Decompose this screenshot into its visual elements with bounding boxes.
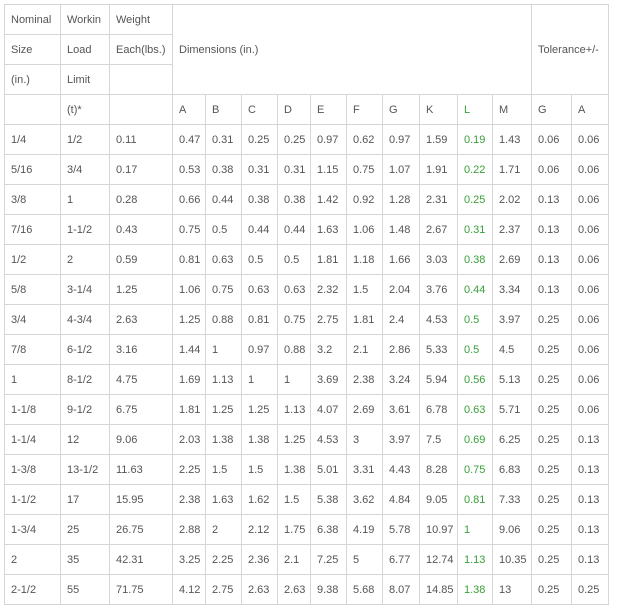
dim-e-cell: 7.25 xyxy=(311,545,347,575)
dim-col-k: K xyxy=(420,95,458,125)
shackle-spec-table xyxy=(4,4,609,605)
dim-g-cell: 4.84 xyxy=(383,485,420,515)
working-load-cell: 3/4 xyxy=(61,155,110,185)
dim-l-cell: 1.38 xyxy=(458,575,493,605)
dim-a-cell: 1.25 xyxy=(173,305,206,335)
working-load-cell: 1/2 xyxy=(61,125,110,155)
header-nominal: Nominal xyxy=(5,5,61,35)
header-cell xyxy=(5,95,61,125)
dim-a-cell: 2.25 xyxy=(173,455,206,485)
tol-g-cell: 0.25 xyxy=(532,485,572,515)
dim-k-cell: 6.78 xyxy=(420,395,458,425)
dim-col-c: C xyxy=(242,95,278,125)
dim-k-cell: 5.94 xyxy=(420,365,458,395)
dim-a-cell: 0.53 xyxy=(173,155,206,185)
weight-cell: 0.28 xyxy=(110,185,173,215)
dim-d-cell: 0.75 xyxy=(278,305,311,335)
dim-c-cell: 0.5 xyxy=(242,245,278,275)
dim-b-cell: 2.25 xyxy=(206,545,242,575)
dim-e-cell: 4.53 xyxy=(311,425,347,455)
header-nominal: Size xyxy=(5,35,61,65)
dim-k-cell: 1.59 xyxy=(420,125,458,155)
dim-a-cell: 0.75 xyxy=(173,215,206,245)
dim-l-cell: 0.44 xyxy=(458,275,493,305)
tol-g-cell: 0.13 xyxy=(532,275,572,305)
working-load-cell: 25 xyxy=(61,515,110,545)
header-row xyxy=(5,5,609,35)
dim-e-cell: 2.75 xyxy=(311,305,347,335)
dim-l-cell: 0.38 xyxy=(458,245,493,275)
dim-a-cell: 4.12 xyxy=(173,575,206,605)
dim-l-cell: 0.25 xyxy=(458,185,493,215)
dim-d-cell: 1.38 xyxy=(278,455,311,485)
weight-cell: 42.31 xyxy=(110,545,173,575)
dim-m-cell: 5.13 xyxy=(493,365,532,395)
table-row xyxy=(5,515,609,545)
nominal-size-cell: 1-3/4 xyxy=(5,515,61,545)
dim-m-cell: 3.34 xyxy=(493,275,532,305)
dim-c-cell: 2.12 xyxy=(242,515,278,545)
dim-e-cell: 3.2 xyxy=(311,335,347,365)
dim-g-cell: 3.24 xyxy=(383,365,420,395)
dim-c-cell: 0.38 xyxy=(242,185,278,215)
dim-a-cell: 0.47 xyxy=(173,125,206,155)
nominal-size-cell: 1 xyxy=(5,365,61,395)
table-row xyxy=(5,395,609,425)
dim-d-cell: 1.75 xyxy=(278,515,311,545)
tol-a-cell: 0.06 xyxy=(572,215,609,245)
dim-g-cell: 3.61 xyxy=(383,395,420,425)
tol-a-cell: 0.13 xyxy=(572,425,609,455)
weight-cell: 0.11 xyxy=(110,125,173,155)
dim-g-cell: 1.48 xyxy=(383,215,420,245)
dim-f-cell: 5 xyxy=(347,545,383,575)
dim-l-cell: 0.69 xyxy=(458,425,493,455)
weight-cell: 15.95 xyxy=(110,485,173,515)
weight-cell: 71.75 xyxy=(110,575,173,605)
dim-g-cell: 2.86 xyxy=(383,335,420,365)
dim-m-cell: 13 xyxy=(493,575,532,605)
tol-a-cell: 0.13 xyxy=(572,545,609,575)
table-row xyxy=(5,185,609,215)
nominal-size-cell: 7/8 xyxy=(5,335,61,365)
dim-k-cell: 2.31 xyxy=(420,185,458,215)
dim-f-cell: 0.75 xyxy=(347,155,383,185)
dim-m-cell: 2.02 xyxy=(493,185,532,215)
dim-col-a: A xyxy=(173,95,206,125)
dim-k-cell: 2.67 xyxy=(420,215,458,245)
dim-d-cell: 1.13 xyxy=(278,395,311,425)
working-load-cell: 13-1/2 xyxy=(61,455,110,485)
working-load-cell: 8-1/2 xyxy=(61,365,110,395)
dim-c-cell: 0.31 xyxy=(242,155,278,185)
dim-a-cell: 2.88 xyxy=(173,515,206,545)
tol-a-cell: 0.13 xyxy=(572,455,609,485)
dim-d-cell: 2.63 xyxy=(278,575,311,605)
weight-cell: 26.75 xyxy=(110,515,173,545)
dim-d-cell: 0.5 xyxy=(278,245,311,275)
dim-col-f: F xyxy=(347,95,383,125)
dim-c-cell: 2.63 xyxy=(242,575,278,605)
dim-a-cell: 2.38 xyxy=(173,485,206,515)
table-row xyxy=(5,245,609,275)
dim-m-cell: 6.83 xyxy=(493,455,532,485)
dim-b-cell: 0.75 xyxy=(206,275,242,305)
dim-m-cell: 1.71 xyxy=(493,155,532,185)
tol-a-cell: 0.06 xyxy=(572,125,609,155)
dim-k-cell: 1.91 xyxy=(420,155,458,185)
dim-k-cell: 12.74 xyxy=(420,545,458,575)
dim-k-cell: 5.33 xyxy=(420,335,458,365)
nominal-size-cell: 5/8 xyxy=(5,275,61,305)
working-load-cell: 4-3/4 xyxy=(61,305,110,335)
table-row xyxy=(5,275,609,305)
dim-b-cell: 0.88 xyxy=(206,305,242,335)
dim-f-cell: 3 xyxy=(347,425,383,455)
tol-col-a: A xyxy=(572,95,609,125)
dim-k-cell: 4.53 xyxy=(420,305,458,335)
dim-m-cell: 10.35 xyxy=(493,545,532,575)
nominal-size-cell: 5/16 xyxy=(5,155,61,185)
dim-g-cell: 1.66 xyxy=(383,245,420,275)
nominal-size-cell: 2 xyxy=(5,545,61,575)
dim-l-cell: 0.5 xyxy=(458,305,493,335)
dim-a-cell: 1.44 xyxy=(173,335,206,365)
table-row xyxy=(5,485,609,515)
dim-col-d: D xyxy=(278,95,311,125)
dim-l-cell: 0.81 xyxy=(458,485,493,515)
dim-g-cell: 0.97 xyxy=(383,125,420,155)
dim-d-cell: 0.38 xyxy=(278,185,311,215)
dim-d-cell: 0.44 xyxy=(278,215,311,245)
dim-m-cell: 5.71 xyxy=(493,395,532,425)
tol-a-cell: 0.06 xyxy=(572,245,609,275)
weight-cell: 2.63 xyxy=(110,305,173,335)
header-nominal: (in.) xyxy=(5,65,61,95)
working-load-cell: 2 xyxy=(61,245,110,275)
dim-l-cell: 0.22 xyxy=(458,155,493,185)
nominal-size-cell: 1/4 xyxy=(5,125,61,155)
header-working: Workin xyxy=(61,5,110,35)
tol-g-cell: 0.25 xyxy=(532,455,572,485)
dim-f-cell: 4.19 xyxy=(347,515,383,545)
dim-a-cell: 1.81 xyxy=(173,395,206,425)
dim-g-cell: 1.07 xyxy=(383,155,420,185)
dim-g-cell: 1.28 xyxy=(383,185,420,215)
tol-a-cell: 0.13 xyxy=(572,515,609,545)
table-row xyxy=(5,365,609,395)
header-tolerance: Tolerance+/- xyxy=(532,5,609,95)
tol-g-cell: 0.13 xyxy=(532,245,572,275)
dim-c-cell: 1.25 xyxy=(242,395,278,425)
tol-g-cell: 0.25 xyxy=(532,365,572,395)
dim-k-cell: 9.05 xyxy=(420,485,458,515)
dim-f-cell: 0.62 xyxy=(347,125,383,155)
dim-c-cell: 1.38 xyxy=(242,425,278,455)
nominal-size-cell: 3/8 xyxy=(5,185,61,215)
working-load-cell: 1 xyxy=(61,185,110,215)
table-row xyxy=(5,425,609,455)
dim-e-cell: 6.38 xyxy=(311,515,347,545)
dim-d-cell: 0.25 xyxy=(278,125,311,155)
dim-f-cell: 2.69 xyxy=(347,395,383,425)
dim-f-cell: 1.81 xyxy=(347,305,383,335)
dim-m-cell: 4.5 xyxy=(493,335,532,365)
dim-g-cell: 5.78 xyxy=(383,515,420,545)
dim-e-cell: 1.15 xyxy=(311,155,347,185)
header-weight xyxy=(110,65,173,95)
dim-l-cell: 0.5 xyxy=(458,335,493,365)
working-load-cell: 17 xyxy=(61,485,110,515)
dim-d-cell: 1.5 xyxy=(278,485,311,515)
header-working: Limit xyxy=(61,65,110,95)
table-row xyxy=(5,575,609,605)
dim-col-g: G xyxy=(383,95,420,125)
working-load-cell: 35 xyxy=(61,545,110,575)
tol-g-cell: 0.25 xyxy=(532,335,572,365)
dim-m-cell: 2.37 xyxy=(493,215,532,245)
dim-e-cell: 1.42 xyxy=(311,185,347,215)
dim-k-cell: 10.97 xyxy=(420,515,458,545)
dim-a-cell: 1.06 xyxy=(173,275,206,305)
tol-g-cell: 0.13 xyxy=(532,185,572,215)
dim-m-cell: 1.43 xyxy=(493,125,532,155)
dim-m-cell: 3.97 xyxy=(493,305,532,335)
dim-l-cell: 0.63 xyxy=(458,395,493,425)
tol-g-cell: 0.25 xyxy=(532,395,572,425)
weight-cell: 1.25 xyxy=(110,275,173,305)
dim-d-cell: 1 xyxy=(278,365,311,395)
tol-a-cell: 0.06 xyxy=(572,185,609,215)
dim-b-cell: 0.63 xyxy=(206,245,242,275)
dim-c-cell: 0.44 xyxy=(242,215,278,245)
weight-cell: 6.75 xyxy=(110,395,173,425)
dim-b-cell: 0.44 xyxy=(206,185,242,215)
dim-e-cell: 3.69 xyxy=(311,365,347,395)
column-letter-row xyxy=(5,95,609,125)
weight-cell: 3.16 xyxy=(110,335,173,365)
data-rows xyxy=(5,125,609,605)
nominal-size-cell: 2-1/2 xyxy=(5,575,61,605)
weight-cell: 0.17 xyxy=(110,155,173,185)
dim-g-cell: 8.07 xyxy=(383,575,420,605)
dim-c-cell: 1.62 xyxy=(242,485,278,515)
dim-b-cell: 1 xyxy=(206,335,242,365)
dim-b-cell: 0.31 xyxy=(206,125,242,155)
dim-a-cell: 0.66 xyxy=(173,185,206,215)
tol-g-cell: 0.06 xyxy=(532,125,572,155)
working-load-cell: 3-1/4 xyxy=(61,275,110,305)
dim-a-cell: 2.03 xyxy=(173,425,206,455)
weight-cell: 4.75 xyxy=(110,365,173,395)
nominal-size-cell: 3/4 xyxy=(5,305,61,335)
dim-f-cell: 2.1 xyxy=(347,335,383,365)
table-row xyxy=(5,305,609,335)
tol-a-cell: 0.25 xyxy=(572,575,609,605)
dim-l-cell: 0.19 xyxy=(458,125,493,155)
tol-col-g: G xyxy=(532,95,572,125)
table-row xyxy=(5,335,609,365)
dim-col-e: E xyxy=(311,95,347,125)
dim-e-cell: 9.38 xyxy=(311,575,347,605)
dim-f-cell: 1.06 xyxy=(347,215,383,245)
dim-e-cell: 5.01 xyxy=(311,455,347,485)
header-weight: Weight xyxy=(110,5,173,35)
dim-k-cell: 3.03 xyxy=(420,245,458,275)
dim-b-cell: 1.38 xyxy=(206,425,242,455)
dim-c-cell: 0.63 xyxy=(242,275,278,305)
dim-b-cell: 2 xyxy=(206,515,242,545)
dim-a-cell: 0.81 xyxy=(173,245,206,275)
dim-g-cell: 3.97 xyxy=(383,425,420,455)
nominal-size-cell: 7/16 xyxy=(5,215,61,245)
dim-col-l: L xyxy=(458,95,493,125)
tol-g-cell: 0.25 xyxy=(532,305,572,335)
dim-l-cell: 1 xyxy=(458,515,493,545)
table-row xyxy=(5,455,609,485)
working-load-cell: 1-1/2 xyxy=(61,215,110,245)
dim-col-m: M xyxy=(493,95,532,125)
dim-c-cell: 1 xyxy=(242,365,278,395)
header-dimensions: Dimensions (in.) xyxy=(173,5,532,95)
dim-col-b: B xyxy=(206,95,242,125)
nominal-size-cell: 1-1/8 xyxy=(5,395,61,425)
table-row xyxy=(5,545,609,575)
tol-a-cell: 0.13 xyxy=(572,485,609,515)
table-row xyxy=(5,215,609,245)
dim-m-cell: 2.69 xyxy=(493,245,532,275)
header-working: Load xyxy=(61,35,110,65)
nominal-size-cell: 1-1/2 xyxy=(5,485,61,515)
weight-cell: 0.43 xyxy=(110,215,173,245)
weight-cell: 0.59 xyxy=(110,245,173,275)
dim-d-cell: 2.1 xyxy=(278,545,311,575)
dim-f-cell: 1.5 xyxy=(347,275,383,305)
dim-e-cell: 4.07 xyxy=(311,395,347,425)
dim-b-cell: 1.5 xyxy=(206,455,242,485)
dim-b-cell: 0.38 xyxy=(206,155,242,185)
dim-a-cell: 1.69 xyxy=(173,365,206,395)
working-load-cell: 6-1/2 xyxy=(61,335,110,365)
dim-k-cell: 8.28 xyxy=(420,455,458,485)
dim-d-cell: 0.31 xyxy=(278,155,311,185)
dim-k-cell: 14.85 xyxy=(420,575,458,605)
dim-b-cell: 1.25 xyxy=(206,395,242,425)
tol-g-cell: 0.25 xyxy=(532,425,572,455)
dim-c-cell: 0.25 xyxy=(242,125,278,155)
dim-g-cell: 6.77 xyxy=(383,545,420,575)
tol-a-cell: 0.06 xyxy=(572,305,609,335)
dim-c-cell: 0.97 xyxy=(242,335,278,365)
dim-m-cell: 7.33 xyxy=(493,485,532,515)
dim-k-cell: 3.76 xyxy=(420,275,458,305)
dim-c-cell: 2.36 xyxy=(242,545,278,575)
dim-g-cell: 2.4 xyxy=(383,305,420,335)
header-cell xyxy=(110,95,173,125)
working-load-cell: 55 xyxy=(61,575,110,605)
tol-a-cell: 0.06 xyxy=(572,335,609,365)
table-row xyxy=(5,155,609,185)
weight-cell: 11.63 xyxy=(110,455,173,485)
dim-e-cell: 1.63 xyxy=(311,215,347,245)
dim-f-cell: 3.31 xyxy=(347,455,383,485)
dim-l-cell: 1.13 xyxy=(458,545,493,575)
dim-b-cell: 1.63 xyxy=(206,485,242,515)
working-load-cell: 12 xyxy=(61,425,110,455)
table-row xyxy=(5,125,609,155)
tol-a-cell: 0.06 xyxy=(572,365,609,395)
dim-e-cell: 1.81 xyxy=(311,245,347,275)
tol-g-cell: 0.25 xyxy=(532,545,572,575)
dim-a-cell: 3.25 xyxy=(173,545,206,575)
dim-e-cell: 0.97 xyxy=(311,125,347,155)
dim-f-cell: 1.18 xyxy=(347,245,383,275)
dim-g-cell: 4.43 xyxy=(383,455,420,485)
tol-a-cell: 0.06 xyxy=(572,275,609,305)
dim-m-cell: 9.06 xyxy=(493,515,532,545)
nominal-size-cell: 1-1/4 xyxy=(5,425,61,455)
dim-l-cell: 0.75 xyxy=(458,455,493,485)
dim-k-cell: 7.5 xyxy=(420,425,458,455)
dim-l-cell: 0.56 xyxy=(458,365,493,395)
dim-e-cell: 2.32 xyxy=(311,275,347,305)
dim-c-cell: 1.5 xyxy=(242,455,278,485)
nominal-size-cell: 1-3/8 xyxy=(5,455,61,485)
dim-e-cell: 5.38 xyxy=(311,485,347,515)
dim-d-cell: 1.25 xyxy=(278,425,311,455)
dim-f-cell: 5.68 xyxy=(347,575,383,605)
dim-m-cell: 6.25 xyxy=(493,425,532,455)
nominal-size-cell: 1/2 xyxy=(5,245,61,275)
dim-f-cell: 2.38 xyxy=(347,365,383,395)
dim-c-cell: 0.81 xyxy=(242,305,278,335)
dim-d-cell: 0.63 xyxy=(278,275,311,305)
tol-g-cell: 0.25 xyxy=(532,515,572,545)
tol-a-cell: 0.06 xyxy=(572,395,609,425)
weight-cell: 9.06 xyxy=(110,425,173,455)
dim-f-cell: 3.62 xyxy=(347,485,383,515)
tol-g-cell: 0.13 xyxy=(532,215,572,245)
header-working: (t)* xyxy=(61,95,110,125)
dim-b-cell: 2.75 xyxy=(206,575,242,605)
tol-g-cell: 0.25 xyxy=(532,575,572,605)
tol-g-cell: 0.06 xyxy=(532,155,572,185)
dim-b-cell: 1.13 xyxy=(206,365,242,395)
dim-d-cell: 0.88 xyxy=(278,335,311,365)
dim-f-cell: 0.92 xyxy=(347,185,383,215)
tol-a-cell: 0.06 xyxy=(572,155,609,185)
dim-l-cell: 0.31 xyxy=(458,215,493,245)
header-weight: Each(lbs.) xyxy=(110,35,173,65)
dim-b-cell: 0.5 xyxy=(206,215,242,245)
dim-g-cell: 2.04 xyxy=(383,275,420,305)
working-load-cell: 9-1/2 xyxy=(61,395,110,425)
